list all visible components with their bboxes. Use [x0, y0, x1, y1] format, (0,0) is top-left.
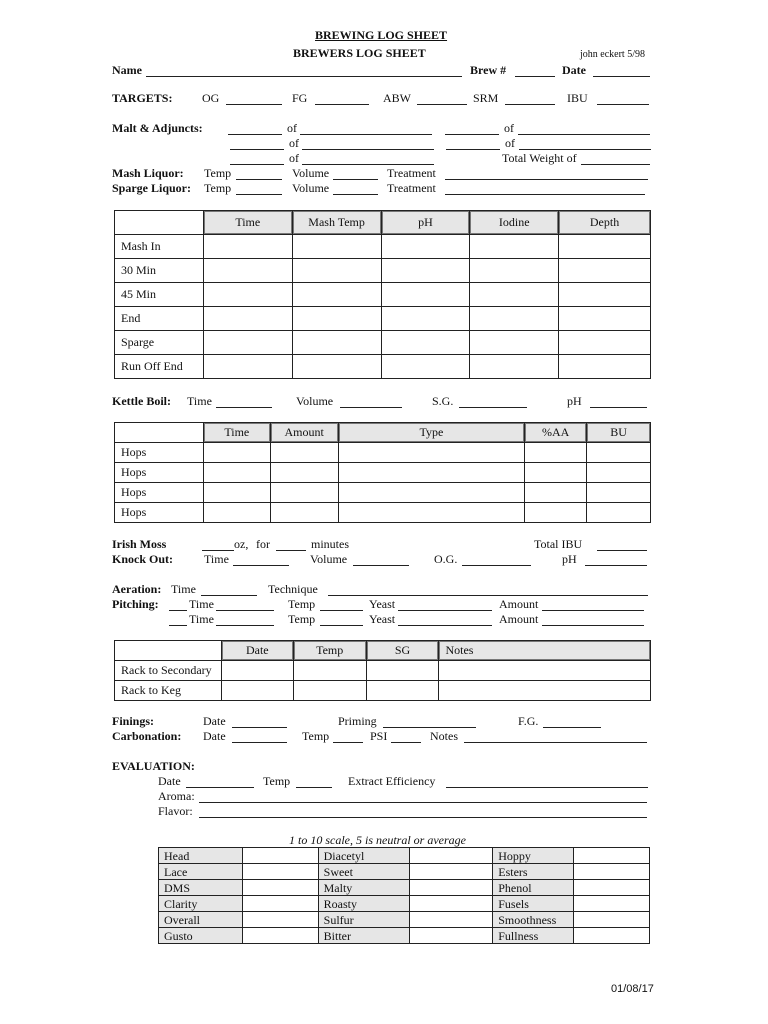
aeration-label: Aeration:: [112, 582, 162, 596]
table-cell[interactable]: [381, 283, 470, 307]
table-cell[interactable]: [292, 307, 381, 331]
target-abw-label: ABW: [383, 91, 411, 105]
sparge-liquor-volume-field[interactable]: [333, 194, 378, 195]
table-cell[interactable]: [559, 283, 651, 307]
sensory-label: Hoppy: [493, 848, 574, 864]
rack-table-corner: [115, 641, 222, 661]
hops-header-amount: Amount: [270, 423, 338, 443]
pitching-time-field-1[interactable]: [216, 610, 274, 611]
aroma-label: Aroma:: [158, 789, 195, 803]
table-cell[interactable]: [470, 259, 559, 283]
malt-of-2: of: [504, 121, 514, 135]
malt-of-4: of: [505, 136, 515, 150]
sensory-score[interactable]: [574, 864, 650, 880]
page-subtitle: BREWERS LOG SHEET: [293, 46, 426, 60]
sparge-liquor-treatment-label: Treatment: [387, 181, 436, 195]
table-cell[interactable]: [381, 331, 470, 355]
rack-header-sg: SG: [366, 641, 439, 661]
rack-row-label: Rack to Keg: [115, 681, 222, 701]
aeration-time-field[interactable]: [201, 595, 257, 596]
carbonation-label: Carbonation:: [112, 729, 182, 743]
name-label: Name: [112, 63, 142, 77]
pitching-yeast-label-2: Yeast: [369, 612, 396, 626]
malt-amount-4[interactable]: [446, 149, 500, 150]
sensory-score[interactable]: [242, 928, 318, 944]
evaluation-date-field[interactable]: [186, 787, 254, 788]
total-ibu-field[interactable]: [597, 550, 647, 551]
footer-date: 01/08/17: [611, 983, 654, 995]
carbonation-date-label: Date: [203, 729, 226, 743]
knock-out-ph-field[interactable]: [585, 565, 647, 566]
malt-amount-5[interactable]: [230, 164, 284, 165]
evaluation-temp-field[interactable]: [296, 787, 332, 788]
table-cell[interactable]: [203, 331, 292, 355]
sensory-score[interactable]: [242, 848, 318, 864]
table-cell[interactable]: [203, 483, 270, 503]
mash-header-time: Time: [203, 211, 292, 235]
sensory-label: Phenol: [493, 880, 574, 896]
irish-moss-oz-label: oz,: [234, 537, 249, 551]
mash-row-label: 45 Min: [115, 283, 204, 307]
table-cell[interactable]: [293, 681, 366, 701]
sensory-score[interactable]: [242, 880, 318, 896]
sensory-score[interactable]: [574, 928, 650, 944]
aeration-technique-label: Technique: [268, 582, 318, 596]
knock-out-label: Knock Out:: [112, 552, 174, 566]
sensory-label: Esters: [493, 864, 574, 880]
sensory-label: Gusto: [159, 928, 243, 944]
sensory-score[interactable]: [409, 864, 493, 880]
hops-row-label: Hops: [115, 483, 204, 503]
table-cell[interactable]: [338, 483, 525, 503]
table-cell[interactable]: [381, 307, 470, 331]
pitching-amount-field-2[interactable]: [542, 625, 644, 626]
table-cell[interactable]: [203, 283, 292, 307]
table-cell[interactable]: [587, 503, 651, 523]
sensory-score[interactable]: [242, 864, 318, 880]
table-cell[interactable]: [366, 661, 439, 681]
table-cell[interactable]: [559, 259, 651, 283]
mash-liquor-treatment-field[interactable]: [445, 179, 648, 180]
carbonation-date-field[interactable]: [232, 742, 287, 743]
sparge-liquor-treatment-field[interactable]: [445, 194, 645, 195]
hops-header-time: Time: [203, 423, 270, 443]
table-cell[interactable]: [292, 259, 381, 283]
kettle-boil-time-field[interactable]: [216, 407, 272, 408]
sensory-score[interactable]: [242, 912, 318, 928]
carbonation-psi-label: PSI: [370, 729, 388, 743]
total-weight-field[interactable]: [581, 164, 650, 165]
knock-out-volume-label: Volume: [310, 552, 348, 566]
sensory-score[interactable]: [409, 912, 493, 928]
table-cell[interactable]: [439, 661, 651, 681]
extract-efficiency-field[interactable]: [446, 787, 648, 788]
evaluation-temp-label: Temp: [263, 774, 291, 788]
knock-out-time-field[interactable]: [233, 565, 289, 566]
hops-row-label: Hops: [115, 503, 204, 523]
pitching-yeast-field-2[interactable]: [398, 625, 492, 626]
extract-efficiency-label: Extract Efficiency: [348, 774, 436, 788]
hops-row-label: Hops: [115, 463, 204, 483]
table-cell[interactable]: [525, 503, 587, 523]
malt-amount-2[interactable]: [445, 134, 499, 135]
pitching-temp-label-2: Temp: [288, 612, 316, 626]
table-cell[interactable]: [203, 235, 292, 259]
mash-row-label: Sparge: [115, 331, 204, 355]
target-abw-field[interactable]: [417, 104, 467, 105]
malt-type-3[interactable]: [302, 149, 434, 150]
rack-header-date: Date: [221, 641, 293, 661]
pitching-amount-label-1: Amount: [499, 597, 539, 611]
flavor-label: Flavor:: [158, 804, 193, 818]
finings-fg-label: F.G.: [518, 714, 539, 728]
pitching-check-2[interactable]: [169, 625, 187, 626]
table-cell[interactable]: [293, 661, 366, 681]
sensory-label: Malty: [318, 880, 409, 896]
sensory-label: Smoothness: [493, 912, 574, 928]
malt-type-1[interactable]: [300, 134, 432, 135]
mash-header-iodine: Iodine: [470, 211, 559, 235]
table-cell[interactable]: [292, 331, 381, 355]
table-cell[interactable]: [559, 331, 651, 355]
carbonation-psi-field[interactable]: [391, 742, 421, 743]
target-srm-label: SRM: [473, 91, 499, 105]
sensory-label: Lace: [159, 864, 243, 880]
kettle-boil-label: Kettle Boil:: [112, 394, 171, 408]
rack-header-notes: Notes: [439, 641, 651, 661]
pitching-temp-label-1: Temp: [288, 597, 316, 611]
pitching-yeast-label-1: Yeast: [369, 597, 396, 611]
knock-out-og-label: O.G.: [434, 552, 458, 566]
sensory-label: Diacetyl: [318, 848, 409, 864]
table-cell[interactable]: [270, 503, 338, 523]
malt-of-3: of: [289, 136, 299, 150]
table-cell[interactable]: [525, 443, 587, 463]
mash-row-label: 30 Min: [115, 259, 204, 283]
target-og-label: OG: [202, 91, 220, 105]
evaluation-date-label: Date: [158, 774, 181, 788]
hops-table-corner: [115, 423, 204, 443]
table-cell[interactable]: [470, 307, 559, 331]
sensory-label: Sweet: [318, 864, 409, 880]
aeration-technique-field[interactable]: [328, 595, 648, 596]
malt-type-4[interactable]: [519, 149, 651, 150]
pitching-label: Pitching:: [112, 597, 159, 611]
mash-table-corner: [115, 211, 204, 235]
sensory-label: DMS: [159, 880, 243, 896]
malt-amount-3[interactable]: [230, 149, 284, 150]
sensory-score[interactable]: [574, 880, 650, 896]
target-fg-label: FG: [292, 91, 308, 105]
pitching-time-field-2[interactable]: [216, 625, 274, 626]
aroma-field[interactable]: [199, 802, 647, 803]
table-cell[interactable]: [292, 235, 381, 259]
hops-row-label: Hops: [115, 443, 204, 463]
kettle-boil-time-label: Time: [187, 394, 212, 408]
page-title: BREWING LOG SHEET: [315, 28, 448, 42]
table-cell[interactable]: [338, 443, 525, 463]
irish-moss-for-label: for: [256, 537, 270, 551]
table-cell[interactable]: [470, 331, 559, 355]
table-cell[interactable]: [525, 463, 587, 483]
mash-table: [114, 210, 651, 379]
sensory-score[interactable]: [574, 896, 650, 912]
irish-moss-label: Irish Moss: [112, 537, 167, 551]
sensory-label: Fullness: [493, 928, 574, 944]
priming-field[interactable]: [383, 727, 476, 728]
sensory-score[interactable]: [409, 848, 493, 864]
table-cell[interactable]: [203, 503, 270, 523]
malt-of-5: of: [289, 151, 299, 165]
sensory-score[interactable]: [409, 880, 493, 896]
table-cell[interactable]: [221, 661, 293, 681]
sensory-label: Head: [159, 848, 243, 864]
sensory-label: Fusels: [493, 896, 574, 912]
scale-note: 1 to 10 scale, 5 is neutral or average: [289, 833, 466, 847]
evaluation-label: EVALUATION:: [112, 759, 195, 773]
table-cell[interactable]: [221, 681, 293, 701]
pitching-yeast-field-1[interactable]: [398, 610, 492, 611]
mash-header-depth: Depth: [559, 211, 651, 235]
finings-date-label: Date: [203, 714, 226, 728]
date-field[interactable]: [593, 76, 650, 77]
table-cell[interactable]: [587, 483, 651, 503]
pitching-temp-field-2[interactable]: [320, 625, 363, 626]
table-cell[interactable]: [439, 681, 651, 701]
target-og-field[interactable]: [226, 104, 282, 105]
sensory-table: [158, 847, 650, 944]
kettle-boil-volume-field[interactable]: [340, 407, 402, 408]
sensory-label: Clarity: [159, 896, 243, 912]
sensory-score[interactable]: [242, 896, 318, 912]
table-cell[interactable]: [338, 503, 525, 523]
table-cell[interactable]: [270, 483, 338, 503]
hops-table: [114, 422, 651, 523]
irish-moss-minutes-label: minutes: [311, 537, 349, 551]
sensory-score[interactable]: [574, 912, 650, 928]
targets-label: TARGETS:: [112, 91, 173, 105]
table-cell[interactable]: [559, 355, 651, 379]
name-field[interactable]: [146, 76, 462, 77]
pitching-amount-field-1[interactable]: [542, 610, 644, 611]
sparge-liquor-volume-label: Volume: [292, 181, 330, 195]
pitching-time-label-2: Time: [189, 612, 214, 626]
table-cell[interactable]: [203, 259, 292, 283]
table-cell[interactable]: [587, 443, 651, 463]
table-cell[interactable]: [525, 483, 587, 503]
table-cell[interactable]: [338, 463, 525, 483]
brew-number-label: Brew #: [470, 63, 507, 77]
table-cell[interactable]: [292, 355, 381, 379]
pitching-check-1[interactable]: [169, 610, 187, 611]
table-cell[interactable]: [470, 355, 559, 379]
carbonation-temp-label: Temp: [302, 729, 330, 743]
kettle-boil-ph-field[interactable]: [590, 407, 647, 408]
knock-out-ph-label: pH: [562, 552, 577, 566]
rack-row-label: Rack to Secondary: [115, 661, 222, 681]
rack-table: [114, 640, 651, 701]
knock-out-volume-field[interactable]: [353, 565, 409, 566]
priming-label: Priming: [338, 714, 377, 728]
mash-row-label: End: [115, 307, 204, 331]
table-cell[interactable]: [292, 283, 381, 307]
carbonation-notes-label: Notes: [430, 729, 458, 743]
table-cell[interactable]: [203, 355, 292, 379]
mash-liquor-temp-label: Temp: [204, 166, 232, 180]
table-cell[interactable]: [381, 355, 470, 379]
sensory-score[interactable]: [409, 896, 493, 912]
total-ibu-label: Total IBU: [534, 537, 583, 551]
carbonation-temp-field[interactable]: [333, 742, 363, 743]
kettle-boil-sg-label: S.G.: [432, 394, 454, 408]
mash-row-label: Run Off End: [115, 355, 204, 379]
total-weight-label: Total Weight of: [502, 151, 577, 165]
irish-moss-minutes-field[interactable]: [276, 550, 306, 551]
brew-number-field[interactable]: [515, 76, 555, 77]
mash-header-ph: pH: [381, 211, 470, 235]
table-cell[interactable]: [470, 235, 559, 259]
pitching-amount-label-2: Amount: [499, 612, 539, 626]
malt-type-2[interactable]: [518, 134, 650, 135]
sensory-score[interactable]: [574, 848, 650, 864]
malt-of-1: of: [287, 121, 297, 135]
pitching-temp-field-1[interactable]: [320, 610, 363, 611]
date-label: Date: [562, 63, 586, 77]
target-ibu-label: IBU: [567, 91, 588, 105]
pitching-time-label-1: Time: [189, 597, 214, 611]
carbonation-notes-field[interactable]: [464, 742, 647, 743]
table-cell[interactable]: [470, 283, 559, 307]
kettle-boil-sg-field[interactable]: [459, 407, 527, 408]
finings-label: Finings:: [112, 714, 155, 728]
table-cell[interactable]: [203, 443, 270, 463]
mash-liquor-volume-field[interactable]: [333, 179, 378, 180]
sensory-label: Overall: [159, 912, 243, 928]
flavor-field[interactable]: [199, 817, 647, 818]
sparge-liquor-temp-field[interactable]: [236, 194, 282, 195]
finings-date-field[interactable]: [232, 727, 287, 728]
table-cell[interactable]: [559, 307, 651, 331]
sparge-liquor-temp-label: Temp: [204, 181, 232, 195]
author-note: john eckert 5/98: [580, 49, 645, 60]
sensory-label: Bitter: [318, 928, 409, 944]
sensory-score[interactable]: [409, 928, 493, 944]
malt-amount-1[interactable]: [228, 134, 282, 135]
hops-header-bu: BU: [587, 423, 651, 443]
mash-liquor-volume-label: Volume: [292, 166, 330, 180]
aeration-time-label: Time: [171, 582, 196, 596]
table-cell[interactable]: [381, 235, 470, 259]
kettle-boil-volume-label: Volume: [296, 394, 334, 408]
target-ibu-field[interactable]: [597, 104, 649, 105]
table-cell[interactable]: [270, 443, 338, 463]
irish-moss-amount-field[interactable]: [202, 550, 234, 551]
table-cell[interactable]: [203, 307, 292, 331]
table-cell[interactable]: [381, 259, 470, 283]
table-cell[interactable]: [203, 463, 270, 483]
mash-header-mash-temp: Mash Temp: [292, 211, 381, 235]
mash-liquor-treatment-label: Treatment: [387, 166, 436, 180]
table-cell[interactable]: [270, 463, 338, 483]
kettle-boil-ph-label: pH: [567, 394, 582, 408]
malt-adjuncts-label: Malt & Adjuncts:: [112, 121, 203, 135]
knock-out-og-field[interactable]: [462, 565, 531, 566]
table-cell[interactable]: [366, 681, 439, 701]
finings-fg-field[interactable]: [543, 727, 601, 728]
mash-liquor-temp-field[interactable]: [236, 179, 282, 180]
sensory-label: Roasty: [318, 896, 409, 912]
knock-out-time-label: Time: [204, 552, 229, 566]
sparge-liquor-label: Sparge Liquor:: [112, 181, 192, 195]
sensory-label: Sulfur: [318, 912, 409, 928]
mash-liquor-label: Mash Liquor:: [112, 166, 184, 180]
malt-type-5[interactable]: [302, 164, 434, 165]
table-cell[interactable]: [587, 463, 651, 483]
hops-header-type: Type: [338, 423, 525, 443]
hops-header-aa: %AA: [525, 423, 587, 443]
target-srm-field[interactable]: [505, 104, 555, 105]
rack-header-temp: Temp: [293, 641, 366, 661]
table-cell[interactable]: [559, 235, 651, 259]
target-fg-field[interactable]: [315, 104, 369, 105]
mash-row-label: Mash In: [115, 235, 204, 259]
